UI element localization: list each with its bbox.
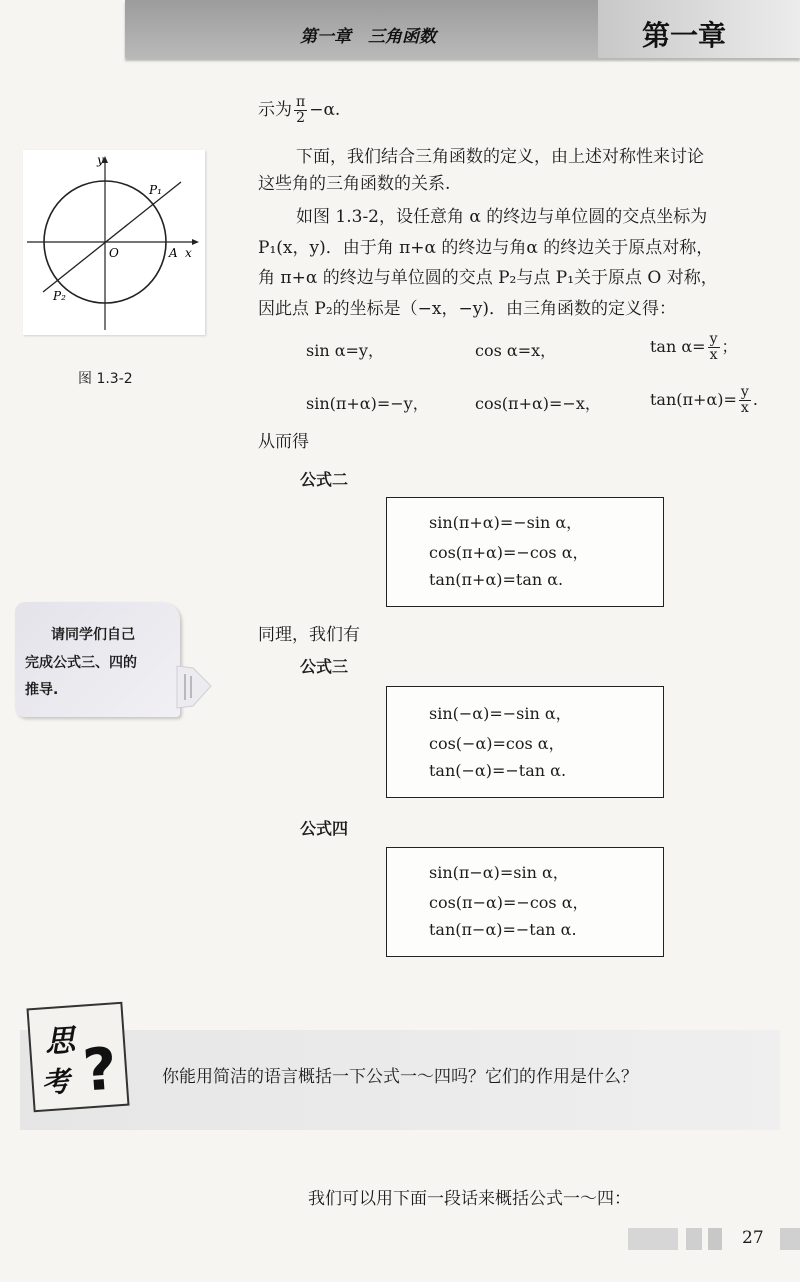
formula4-line1: sin(π−α)=sin α，: [429, 863, 569, 882]
intro-frac-den: 2: [296, 110, 306, 126]
footer-bar-4: [780, 1228, 800, 1250]
paragraph2-line3: 角 π+α 的终边与单位圆的交点 P₂与点 P₁关于原点 O 对称，: [258, 268, 718, 288]
label-y: y: [97, 153, 104, 167]
formula3-line2: cos(−α)=cos α，: [429, 734, 565, 753]
def-row1-end: ；: [721, 337, 738, 356]
formula2-line3: tan(π+α)=tan α.: [429, 570, 564, 589]
formula4-line3: tan(π−α)=−tan α.: [429, 920, 577, 939]
label-a: A: [169, 246, 178, 260]
closing-text: 我们可以用下面一段话来概括公式一～四：: [308, 1189, 631, 1209]
label-o: O: [109, 246, 119, 260]
paragraph2-line4: 因此点 P₂的坐标是（−x，−y)．由三角函数的定义得：: [258, 299, 676, 319]
formula2-line1: sin(π+α)=−sin α，: [429, 513, 583, 532]
def-row1-tan: [650, 332, 738, 363]
unit-circle-figure: [23, 150, 205, 335]
side-note-line1: 请同学们自己: [51, 627, 135, 643]
def-row1-cos: cos α=x，: [475, 341, 557, 360]
intro-suffix: −α.: [309, 100, 341, 120]
intro-prefix: 示为: [258, 100, 292, 120]
from-this-text: 从而得: [258, 432, 309, 452]
formula2-line2: cos(π+α)=−cos α，: [429, 543, 589, 562]
def-row2-cos: cos(π+α)=−x，: [475, 394, 601, 413]
side-note-line3: 推导.: [25, 682, 59, 698]
formula4-heading: 公式四: [300, 819, 349, 838]
formula3-line1: sin(−α)=−sin α，: [429, 704, 572, 723]
page-number: 27: [742, 1228, 764, 1248]
def-row2-tan-lhs: tan(π+α)=: [650, 390, 737, 409]
unit-circle-diagram: [23, 150, 205, 335]
formula3-box: [386, 686, 664, 798]
footer-bar-1: [628, 1228, 678, 1250]
paragraph1-line2: 这些角的三角函数的关系.: [258, 174, 451, 194]
paragraph1-line1: 下面，我们结合三角函数的定义，由上述对称性来讨论: [296, 147, 704, 167]
def-row1-sin: sin α=y，: [306, 341, 384, 360]
formula4-line2: cos(π−α)=−cos α，: [429, 893, 589, 912]
footer-bar-3: [708, 1228, 722, 1250]
think-question: 你能用简洁的语言概括一下公式一～四吗？它们的作用是什么？: [162, 1067, 638, 1087]
def-row1-frac-den: x: [709, 347, 718, 363]
think-badge-char2: 考: [40, 1064, 71, 1100]
def-row2-frac-den: x: [740, 400, 749, 416]
think-question-mark-icon: ?: [80, 1034, 119, 1105]
side-note-pointer-icon: [175, 662, 215, 712]
formula2-heading: 公式二: [300, 470, 349, 489]
formula4-box: [386, 847, 664, 957]
header-chapter-tab-label: 第一章: [642, 19, 727, 52]
def-row1-tan-lhs: tan α=: [650, 337, 706, 356]
header-chapter-title: 第一章 三角函数: [300, 27, 436, 47]
intro-line: [258, 95, 340, 126]
formula2-box: [386, 497, 664, 607]
think-badge-char1: 思: [43, 1023, 77, 1061]
side-note: [15, 602, 180, 717]
label-x: x: [185, 246, 192, 260]
x-axis-arrow: [192, 239, 199, 245]
paragraph2-line1: 如图 1.3-2，设任意角 α 的终边与单位圆的交点坐标为: [296, 207, 708, 227]
formula3-line3: tan(−α)=−tan α.: [429, 761, 567, 780]
def-row2-tan: [650, 385, 758, 416]
def-row2-frac: [739, 385, 751, 416]
intro-frac-num: π: [296, 94, 306, 110]
def-row2-frac-num: y: [740, 384, 749, 400]
side-note-line2: 完成公式三、四的: [25, 655, 137, 671]
intro-fraction: [294, 95, 307, 126]
label-p2: P₂: [53, 289, 66, 303]
footer-bar-2: [686, 1228, 702, 1250]
formula3-heading: 公式三: [300, 657, 349, 676]
think-badge: [26, 1002, 129, 1112]
def-row2-end: .: [752, 390, 758, 409]
def-row1-frac-num: y: [709, 331, 718, 347]
terminal-line: [43, 182, 181, 292]
def-row2-sin: sin(π+α)=−y，: [306, 394, 429, 413]
paragraph2-line2: P₁(x，y)．由于角 π+α 的终边与角α 的终边关于原点对称，: [258, 238, 714, 258]
label-p1: P₁: [149, 183, 162, 197]
figure-caption: 图 1.3-2: [78, 371, 133, 387]
similarly-text: 同理，我们有: [258, 625, 360, 645]
def-row1-frac: [708, 332, 720, 363]
